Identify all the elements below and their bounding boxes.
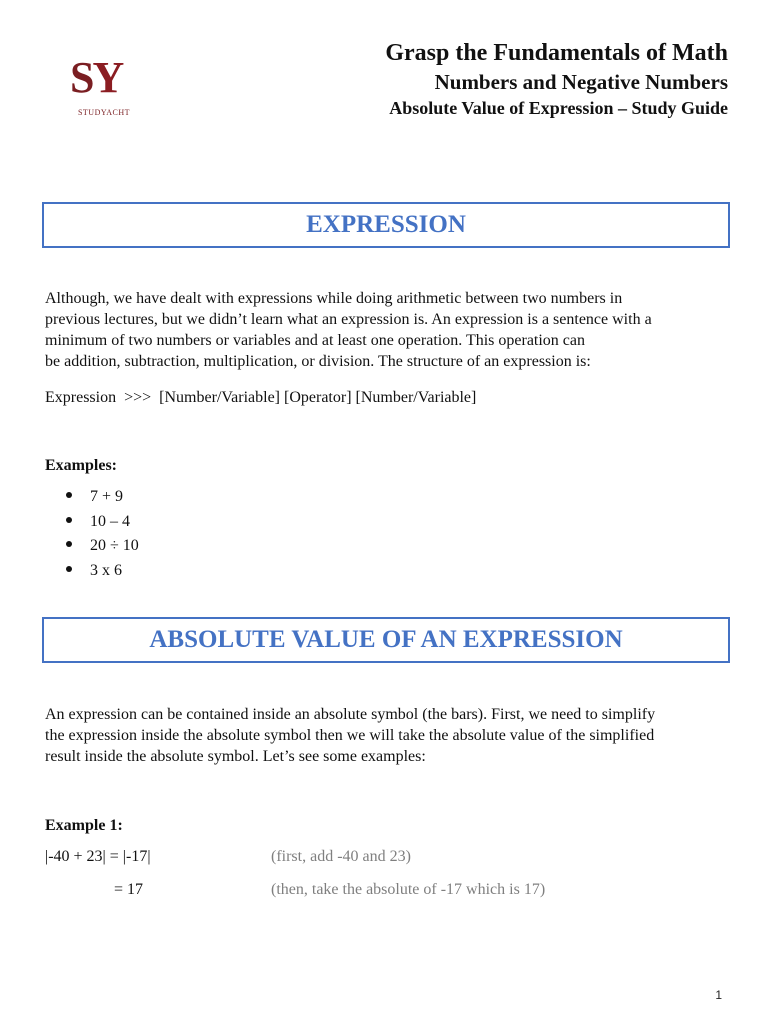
logo-name: STUDYACHT xyxy=(77,108,131,117)
bullet-icon xyxy=(66,566,72,572)
document-subtitle: Numbers and Negative Numbers xyxy=(434,70,728,94)
logo-letter-y: Y xyxy=(92,53,123,102)
paragraph-line: Although, we have dealt with expressions while doing arithmetic between two numbers in xyxy=(45,290,623,307)
absolute-value-paragraph xyxy=(45,704,725,767)
example-text: 3 x 6 xyxy=(90,561,122,579)
paragraph-line: result inside the absolute symbol. Let’s see some examples: xyxy=(45,748,426,765)
bullet-icon xyxy=(66,492,72,498)
example-text: 7 + 9 xyxy=(90,488,124,505)
example1-step2-note: (then, take the absolute of -17 which is 17) xyxy=(271,881,546,898)
list-item xyxy=(66,486,139,511)
paragraph-line: minimum of two numbers or variables and at least one operation. This operation can xyxy=(45,332,586,349)
bullet-icon xyxy=(66,541,72,547)
section-heading-absolute-value: ABSOLUTE VALUE OF AN EXPRESSION xyxy=(42,617,730,663)
paragraph-line: An expression can be contained inside an absolute symbol (the bars). First, we need to simplify xyxy=(45,706,656,723)
expression-structure: Expression >>> [Number/Variable] [Operator] [Number/Variable] xyxy=(45,389,477,406)
example-text: 20 ÷ 10 xyxy=(90,537,139,554)
example1-label: Example 1: xyxy=(45,817,123,834)
document-title: Grasp the Fundamentals of Math xyxy=(385,40,728,66)
example1-step1-note: (first, add -40 and 23) xyxy=(271,848,411,865)
document-guide-label: Absolute Value of Expression – Study Guide xyxy=(389,98,728,118)
paragraph-line: the expression inside the absolute symbol then we will take the absolute value of the simplified xyxy=(45,727,655,744)
studyacht-logo xyxy=(56,52,152,124)
logo-letter-s: S xyxy=(70,53,93,102)
paragraph-line: previous lectures, but we didn’t learn what an expression is. An expression is a sentence with a xyxy=(45,311,652,328)
example-text: 10 – 4 xyxy=(90,512,130,530)
list-item xyxy=(66,511,139,536)
expression-paragraph xyxy=(45,288,725,372)
paragraph-line: be addition, subtraction, multiplication, or division. The structure of an expression is: xyxy=(45,353,591,370)
document-header xyxy=(385,38,728,120)
list-item xyxy=(66,560,139,585)
page-number: 1 xyxy=(715,988,722,1002)
list-item xyxy=(66,535,139,560)
example1-step1-math: |-40 + 23| = |-17| xyxy=(45,848,151,865)
bullet-icon xyxy=(66,517,72,523)
section-heading-expression: EXPRESSION xyxy=(42,202,730,248)
examples-label: Examples: xyxy=(45,457,117,474)
examples-list xyxy=(66,486,139,584)
example1-step2-math: = 17 xyxy=(114,881,144,898)
logo-monogram xyxy=(70,54,122,102)
